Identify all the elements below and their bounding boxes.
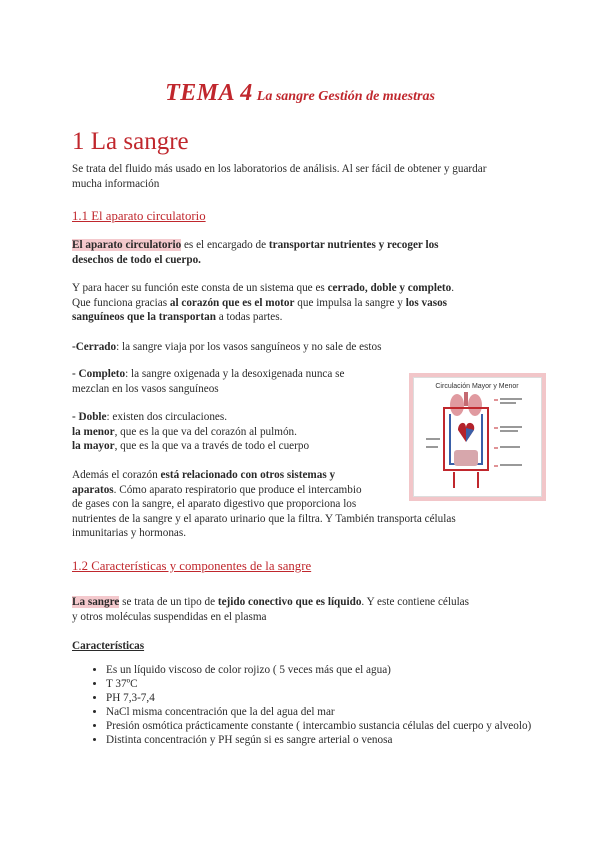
tema-subtitle: La sangre Gestión de muestras [256,89,435,104]
paragraph-circulatorio: El aparato circulatorio es el encargado de transportar nutrientes y recoger los desechos de todo el cuerpo. [72,239,439,266]
caracteristicas-list [84,664,566,747]
intro-line-2: mucha información [72,177,160,190]
list-item: • Presión osmótica prácticamente constante ( intercambio sustancia células del cuerpo y alveolo) [106,720,566,734]
highlight-term: El aparato circulatorio [72,239,182,251]
list-item: • NaCl misma concentración que la del agua del mar [106,706,566,720]
subheading-1-2: 1.2 Características y componentes de la sangre [72,559,312,573]
item-completo: - Completo: la sangre oxigenada y la desoxigenada nunca se mezclan en los vasos sanguíneos [72,368,345,395]
paragraph-sistema: Y para hacer su función este consta de un sistema que es cerrado, doble y completo. Que funciona gracias al corazón que es el motor que impulsa la sangre y los vasos sanguíneos que la transportan a todas partes. [72,282,455,323]
list-item: • Es un líquido viscoso de color rojizo ( 5 veces más que el agua) [106,664,566,678]
tema-number: TEMA 4 [165,80,253,106]
item-cerrado: -Cerrado: la sangre viaja por los vasos sanguíneos y no sale de estos [72,341,382,353]
list-item: • Distinta concentración y PH según si es sangre arterial o venosa [106,734,566,748]
heart-icon [458,423,474,442]
intro-line-1: Se trata del fluido más usado en los laboratorios de análisis. Al ser fácil de obtener y guardar [72,163,487,175]
document-title [0,80,600,107]
intro-paragraph [72,162,542,191]
paragraph-sangre: La sangre se trata de un tipo de tejido conectivo que es líquido. Y este contiene células y otros moléculas suspendidas en el plasma [72,596,470,623]
item-doble: - Doble: existen dos circulaciones. la menor, que es la que va del corazón al pulmón. la mayor, que es la que va a través de todo el cuerpo [72,411,310,452]
subheading-1-1: 1.1 El aparato circulatorio [72,209,206,223]
section-title: 1 La sangre [72,128,189,155]
diagram-title: Circulación Mayor y Menor [435,383,519,390]
list-item: • PH 7,3-7,4 [106,692,566,706]
paragraph-sistemas: Además el corazón está relacionado con otros sistemas y aparatos. Cómo aparato respiratorio que produce el intercambio de gases con la sangre, el aparato digestivo que proporciona los nutrientes de la sangre y el aparato urinario que la filtra. Y También transporta células inmunitarias y hormonas. [72,469,456,539]
list-item: • T 37ºC [106,678,566,692]
caracteristicas-heading: Características [72,640,145,652]
lungs-icon [450,392,482,416]
highlight-term: La sangre [72,596,120,608]
